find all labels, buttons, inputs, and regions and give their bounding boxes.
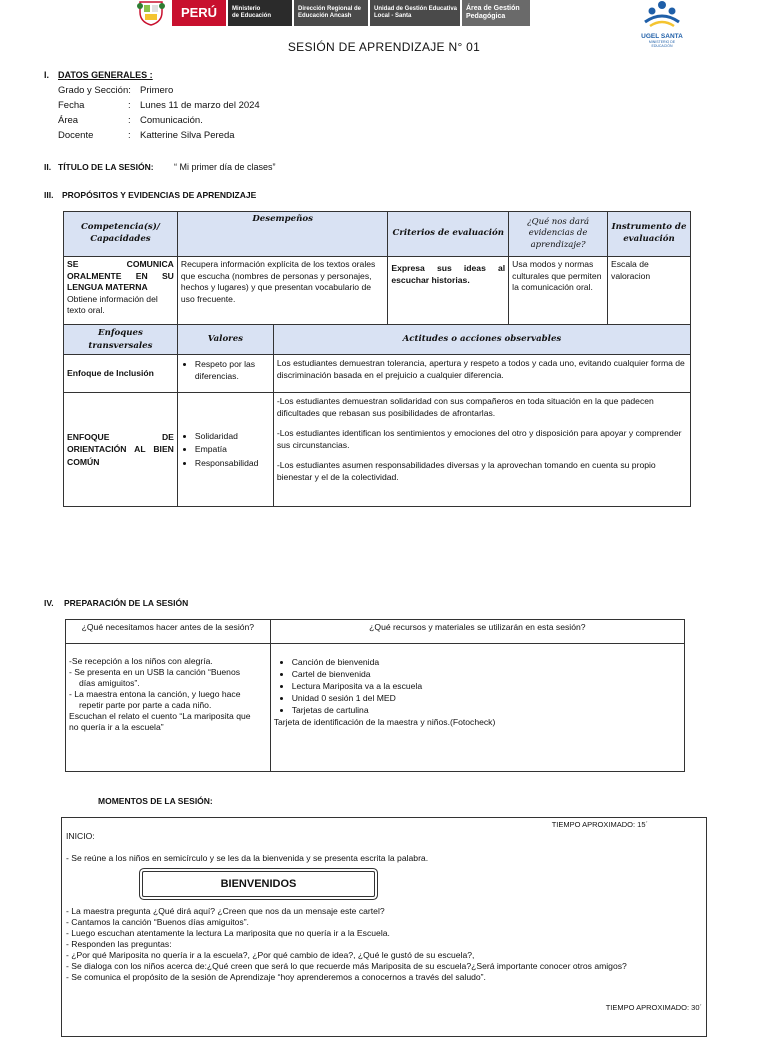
recurso-5: • Tarjetas de cartulina xyxy=(292,705,681,716)
header-criterios: Criterios de evaluación xyxy=(388,212,509,257)
inicio-line-6: - ¿Por qué Mariposita no quería ir a la escuela?, ¿Por qué cambio de idea?, ¿Qué le gustó de su escuela?, xyxy=(66,950,475,960)
instrumento-cell: Escala de valoracion xyxy=(608,257,691,325)
area-value: Comunicación. xyxy=(140,115,203,126)
fecha-label: Fecha xyxy=(58,100,85,111)
competencia-cell xyxy=(64,257,178,325)
valores-inclusion xyxy=(177,355,273,393)
antes-line-1: -Se recepción a los niños con alegría. xyxy=(69,656,213,666)
inicio-line-3: - Cantamos la canción “Buenos días amiguitos”. xyxy=(66,917,249,927)
ugel-logo-text: UGEL SANTA xyxy=(641,33,683,40)
recursos-cell xyxy=(270,644,684,772)
recurso-2: • Cartel de bienvenida xyxy=(292,669,681,680)
actitud-responsabilidad: -Los estudiantes asumen responsabilidades diversas y la aprovechan tomando en cuenta su propio bienestar y el de la colectividad. xyxy=(276,460,656,483)
peru-shield-logo xyxy=(136,0,166,26)
section-3-number: III. xyxy=(44,190,54,200)
section-2-heading: TÍTULO DE LA SESIÓN: xyxy=(58,162,154,172)
preparation-table xyxy=(65,619,685,772)
inicio-list xyxy=(66,906,702,983)
enfoque-inclusion: Enfoque de Inclusión xyxy=(64,355,178,393)
grado-value: Primero xyxy=(140,85,174,96)
desempeno-cell: Recupera información explícita de los textos orales que escucha (nombres de personas y personajes, hechos y lugares) y que presentan vocabulario de uso frecuente. xyxy=(177,257,387,325)
header-recursos: ¿Qué recursos y materiales se utilizarán en esta sesión? xyxy=(270,620,684,644)
valores-bien-comun xyxy=(177,393,273,507)
header-instrumento: Instrumento de evaluación xyxy=(608,212,691,257)
antes-line-2b: días amiguitos”. xyxy=(79,678,140,688)
valor-solidaridad: • Solidaridad xyxy=(195,430,270,442)
competencia-name: SE COMUNICA ORALMENTE EN SU LENGUA MATERNA xyxy=(67,259,174,293)
section-4-heading: PREPARACIÓN DE LA SESIÓN xyxy=(64,598,189,608)
inicio-line-7: - Se dialoga con los niños acerca de:¿Qué creen que será lo que recuerde más Mariposita de su escuela?¿Será importante conocer otros amigos? xyxy=(66,961,627,971)
header-competencias: Competencia(s)/ Capacidades xyxy=(64,212,178,257)
session-title-value: “ Mi primer día de clases” xyxy=(174,162,276,172)
fecha-value: Lunes 11 de marzo del 2024 xyxy=(140,100,260,111)
area-colon: : xyxy=(128,115,131,126)
section-1-number: I. xyxy=(44,70,50,80)
inicio-line-1: - Se reúne a los niños en semicírculo y se les da la bienvenida y se presenta escrita la palabra. xyxy=(66,853,429,863)
actitud-inclusion: Los estudiantes demuestran tolerancia, apertura y respeto a todos y cada uno, evitando cualquier forma de discriminación basada en el prejuicio a cualquier diferencia. xyxy=(273,355,690,393)
recurso-4: • Unidad 0 sesión 1 del MED xyxy=(292,693,681,704)
recurso-3: • Lectura Mariposita va a la escuela xyxy=(292,681,681,692)
peru-label: PERÚ xyxy=(172,0,226,26)
momentos-box xyxy=(61,817,707,1037)
antes-line-3b: repetir parte por parte a cada niño. xyxy=(79,700,212,710)
header-valores: Valores xyxy=(177,325,273,355)
evidencia-cell: Usa modos y normas culturales que permiten la comunicación oral. xyxy=(509,257,608,325)
antes-line-3: - La maestra entona la canción, y luego hace xyxy=(69,689,241,699)
momentos-heading: MOMENTOS DE LA SESIÓN: xyxy=(98,796,213,806)
ministry-label: Ministerio de Educación xyxy=(228,0,292,26)
docente-colon: : xyxy=(128,130,131,141)
inicio-line-5: - Responden las preguntas: xyxy=(66,939,172,949)
grado-label: Grado y Sección: xyxy=(58,85,131,96)
area-gestion-label: Área de Gestión Pedagógica xyxy=(462,0,530,26)
recurso-1: • Canción de bienvenida xyxy=(292,657,681,668)
ugel-santa-logo xyxy=(638,0,686,48)
actitud-empatia: -Los estudiantes identifican los sentimientos y emociones del otro y disposición para apoyar y comprender sus circunstancias. xyxy=(276,428,682,451)
purposes-table xyxy=(63,211,691,325)
docente-value: Katterine Silva Pereda xyxy=(140,130,235,141)
area-label: Área xyxy=(58,115,79,126)
antes-line-2: - Se presenta en un USB la canción “Buenos xyxy=(69,667,241,677)
enfoques-table xyxy=(63,324,691,507)
criterio-text: Expresa sus ideas al escuchar historias. xyxy=(391,263,506,285)
inicio-line-4: - Luego escuchan atentamente la lectura La mariposita que no quería ir a la Escuela. xyxy=(66,928,390,938)
section-2-number: II. xyxy=(44,162,52,172)
header-desempenos: Desempeños xyxy=(177,212,387,257)
header-antes: ¿Qué necesitamos hacer antes de la sesión? xyxy=(66,620,271,644)
tiempo-inicio: TIEMPO APROXIMADO: 15´ xyxy=(551,820,648,829)
actitud-solidaridad: -Los estudiantes demuestran solidaridad con sus compañeros en toda situación en la que padecen dificultades que rebasan sus posibilidades de afrontarlas. xyxy=(276,396,654,419)
section-1-heading: DATOS GENERALES : xyxy=(58,70,153,80)
header-evidencias: ¿Qué nos dará evidencias de aprendizaje? xyxy=(509,212,608,257)
inicio-label: INICIO: xyxy=(66,831,95,841)
ugel-logo-subtext: MINISTERIO DE EDUCACIÓN xyxy=(648,40,676,48)
header-actitudes: Actitudes o acciones observables xyxy=(273,325,690,355)
valor-respeto: • Respeto por las diferencias. xyxy=(195,358,270,382)
valor-responsabilidad: • Responsabilidad xyxy=(195,457,270,469)
valor-empatia: • Empatía xyxy=(195,443,270,455)
antes-line-4b: no quería ir a la escuela” xyxy=(69,722,164,732)
criterio-cell xyxy=(388,257,509,325)
page-title: SESIÓN DE APRENDIZAJE N° 01 xyxy=(287,40,481,54)
actitudes-bien-comun xyxy=(273,393,690,507)
bienvenidos-banner xyxy=(142,871,375,897)
ugel-unit-label: Unidad de Gestión Educativa Local - Santa xyxy=(370,0,460,26)
enfoque-bien-comun: ENFOQUE DE ORIENTACIÓN AL BIEN COMÚN xyxy=(64,393,178,507)
inicio-line-8: - Se comunica el propósito de la sesión de Aprendizaje “hoy aprenderemos a conocernos a través del saludo”. xyxy=(66,972,486,982)
capacidad-text: Obtiene información del texto oral. xyxy=(67,293,158,316)
dre-label: Dirección Regional de Educación Ancash xyxy=(294,0,368,26)
antes-line-4: Escuchan el relato el cuento “La mariposita que xyxy=(69,711,251,721)
header-enfoques: Enfoques transversales xyxy=(64,325,178,355)
bienvenidos-text: BIENVENIDOS xyxy=(220,878,297,890)
section-4-number: IV. xyxy=(44,598,54,608)
fecha-colon: : xyxy=(128,100,131,111)
recurso-6: Tarjeta de identificación de la maestra y niños.(Fotocheck) xyxy=(273,717,496,727)
section-3-heading: PROPÓSITOS Y EVIDENCIAS DE APRENDIZAJE xyxy=(62,190,257,200)
antes-cell xyxy=(66,644,271,772)
docente-label: Docente xyxy=(58,130,94,141)
inicio-line-2: - La maestra pregunta ¿Qué dirá aquí? ¿Creen que nos da un mensaje este cartel? xyxy=(66,906,385,916)
tiempo-desarrollo: TIEMPO APROXIMADO: 30´ xyxy=(605,1003,702,1012)
